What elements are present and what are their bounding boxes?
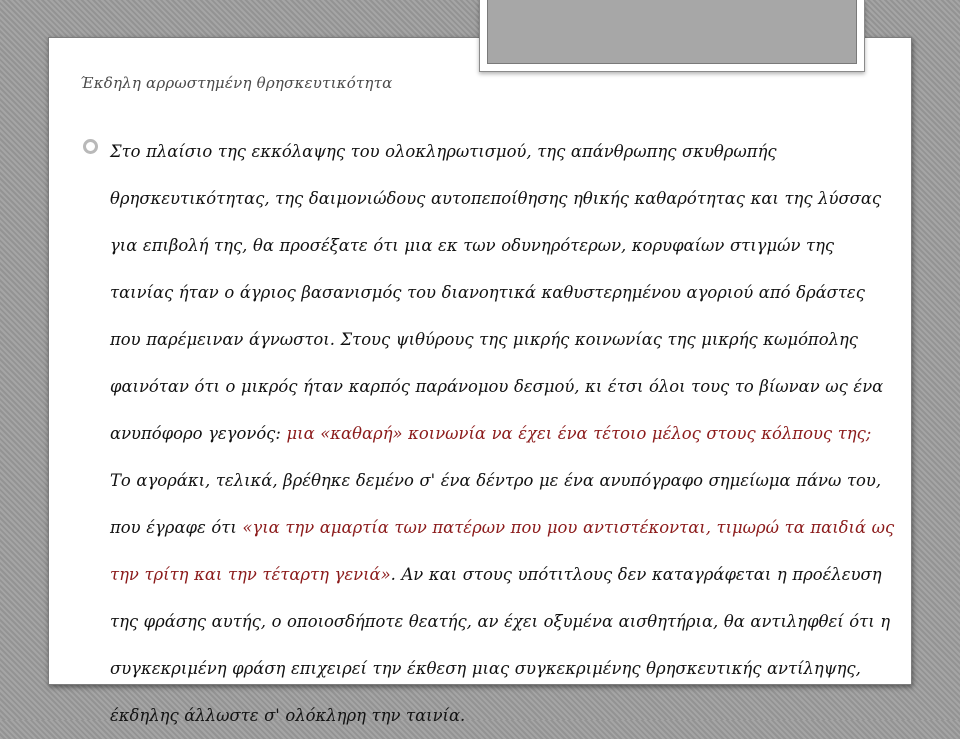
body-highlight-quote: «για την αμαρτία των πατέρων που μου αντιστέκονται, τιμωρώ τα παιδιά ως την τρίτη και την τέταρτη γενιά» (110, 518, 895, 584)
slide-title: Έκδηλη αρρωστημένη θρησκευτικότητα (80, 74, 393, 92)
slide-body (110, 128, 896, 739)
body-text-part-3: . Αν και στους υπότιτλους δεν καταγράφεται η προέλευση της φράσης αυτής, ο οποιοσδήποτε θεατής, αν έχει οξυμένα αισθητήρια, θα αντιληφθεί ότι η συγκεκριμένη φράση επιχειρεί την έκθεση μιας συγκεκριμένης θρησκευτικής αντίληψης, έκδηλης άλλωστε σ' ολόκληρη την ταινία. (110, 565, 891, 725)
body-text-part-2: Το αγοράκι, τελικά, βρέθηκε δεμένο σ' ένα δέντρο με ένα ανυπόγραφο σημείωμα πάνω του, που έγραφε ότι (110, 471, 882, 537)
bullet-icon (83, 139, 98, 154)
header-tab-inner (487, 0, 857, 64)
slide-header-tab (479, 0, 865, 72)
body-text-part-1: Στο πλαίσιο της εκκόλαψης του ολοκληρωτισμού, της απάνθρωπης σκυθρωπής θρησκευτικότητας, της δαιμονιώδους αυτοπεποίθησης ηθικής καθαρότητας και της λύσσας για επιβολή της, θα προσέξατε ότι μια εκ των οδυνηρότερων, κορυφαίων στιγμών της ταινίας ήταν ο άγριος βασανισμός του διανοητικά καθυστερημένου αγοριού από δράστες που παρέμειναν άγνωστοι. Στους ψιθύρους της μικρής κοινωνίας της μικρής κωμόπολης φαινόταν ότι ο μικρός ήταν καρπός παράνομου δεσμού, κι έτσι όλοι τους το βίωναν ως ένα ανυπόφορο γεγονός: (110, 142, 884, 443)
body-highlight-question: μια «καθαρή» κοινωνία να έχει ένα τέτοιο μέλος στους κόλπους της; (286, 424, 872, 443)
